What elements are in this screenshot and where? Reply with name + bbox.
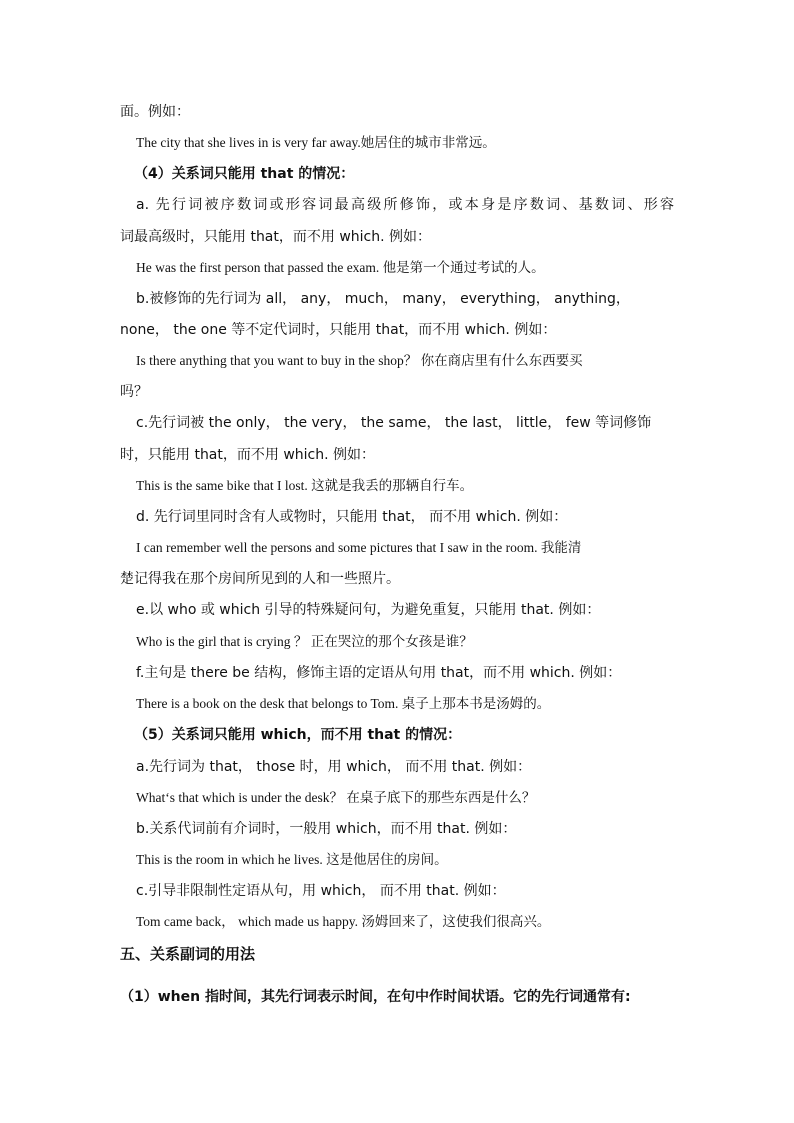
- text-line: 面。例如：: [120, 104, 190, 120]
- section-heading: 五、关系副词的用法: [120, 945, 256, 963]
- text-line: （1）when 指时间，其先行词表示时间，在句中作时间状语。它的先行词通常有:: [120, 989, 631, 1005]
- text-line: a.先行词为 that， those 时，用 which， 而不用 that. 例如：: [136, 759, 532, 775]
- text-line: d. 先行词里同时含有人或物时，只能用 that， 而不用 which. 例如：: [136, 509, 568, 525]
- text-line: c.引导非限制性定语从句，用 which， 而不用 that. 例如：: [136, 883, 506, 899]
- text-line: The city that she lives in is very far away.她居住的城市非常远。: [136, 135, 496, 150]
- text-line: What‘s that which is under the desk？ 在桌子底下的那些东西是什么？: [136, 790, 536, 805]
- text-line: I can remember well the persons and some pictures that I saw in the room. 我能清: [136, 540, 582, 555]
- text-line: a. 先行词被序数词或形容词最高级所修饰，或本身是序数词、基数词、形容: [136, 197, 674, 213]
- text-line: f.主句是 there be 结构，修饰主语的定语从句用 that，而不用 which. 例如：: [136, 665, 622, 681]
- text-line: none， the one 等不定代词时，只能用 that，而不用 which. 例如：: [120, 322, 557, 338]
- text-line: Tom came back， which made us happy. 汤姆回来了，这使我们很高兴。: [136, 914, 551, 929]
- section-heading: （4）关系词只能用 that 的情况：: [134, 166, 355, 182]
- text-line: b.被修饰的先行词为 all， any， much， many， everything， anything，: [136, 291, 630, 307]
- section-heading: （5）关系词只能用 which，而不用 that 的情况：: [134, 727, 462, 743]
- text-line: This is the room in which he lives. 这是他居住的房间。: [136, 852, 448, 867]
- text-line: 词最高级时，只能用 that，而不用 which. 例如：: [120, 229, 432, 245]
- text-line: There is a book on the desk that belongs to Tom. 桌子上那本书是汤姆的。: [136, 696, 551, 711]
- text-line: e.以 who 或 which 引导的特殊疑问句，为避免重复，只能用 that. 例如：: [136, 602, 601, 618]
- text-line: c.先行词被 the only， the very， the same， the last， little， few 等词修饰: [136, 415, 652, 431]
- text-line: 吗？: [120, 384, 148, 400]
- text-line: 楚记得我在那个房间所见到的人和一些照片。: [120, 571, 400, 587]
- text-line: This is the same bike that I lost. 这就是我丢的那辆自行车。: [136, 478, 474, 493]
- text-line: Who is the girl that is crying ？ 正在哭泣的那个女孩是谁？: [136, 634, 473, 649]
- text-line: b.关系代词前有介词时，一般用 which，而不用 that. 例如：: [136, 821, 517, 837]
- text-line: 时，只能用 that，而不用 which. 例如：: [120, 447, 376, 463]
- text-line: Is there anything that you want to buy in the shop？ 你在商店里有什么东西要买: [136, 353, 583, 368]
- text-line: He was the first person that passed the exam. 他是第一个通过考试的人。: [136, 260, 545, 275]
